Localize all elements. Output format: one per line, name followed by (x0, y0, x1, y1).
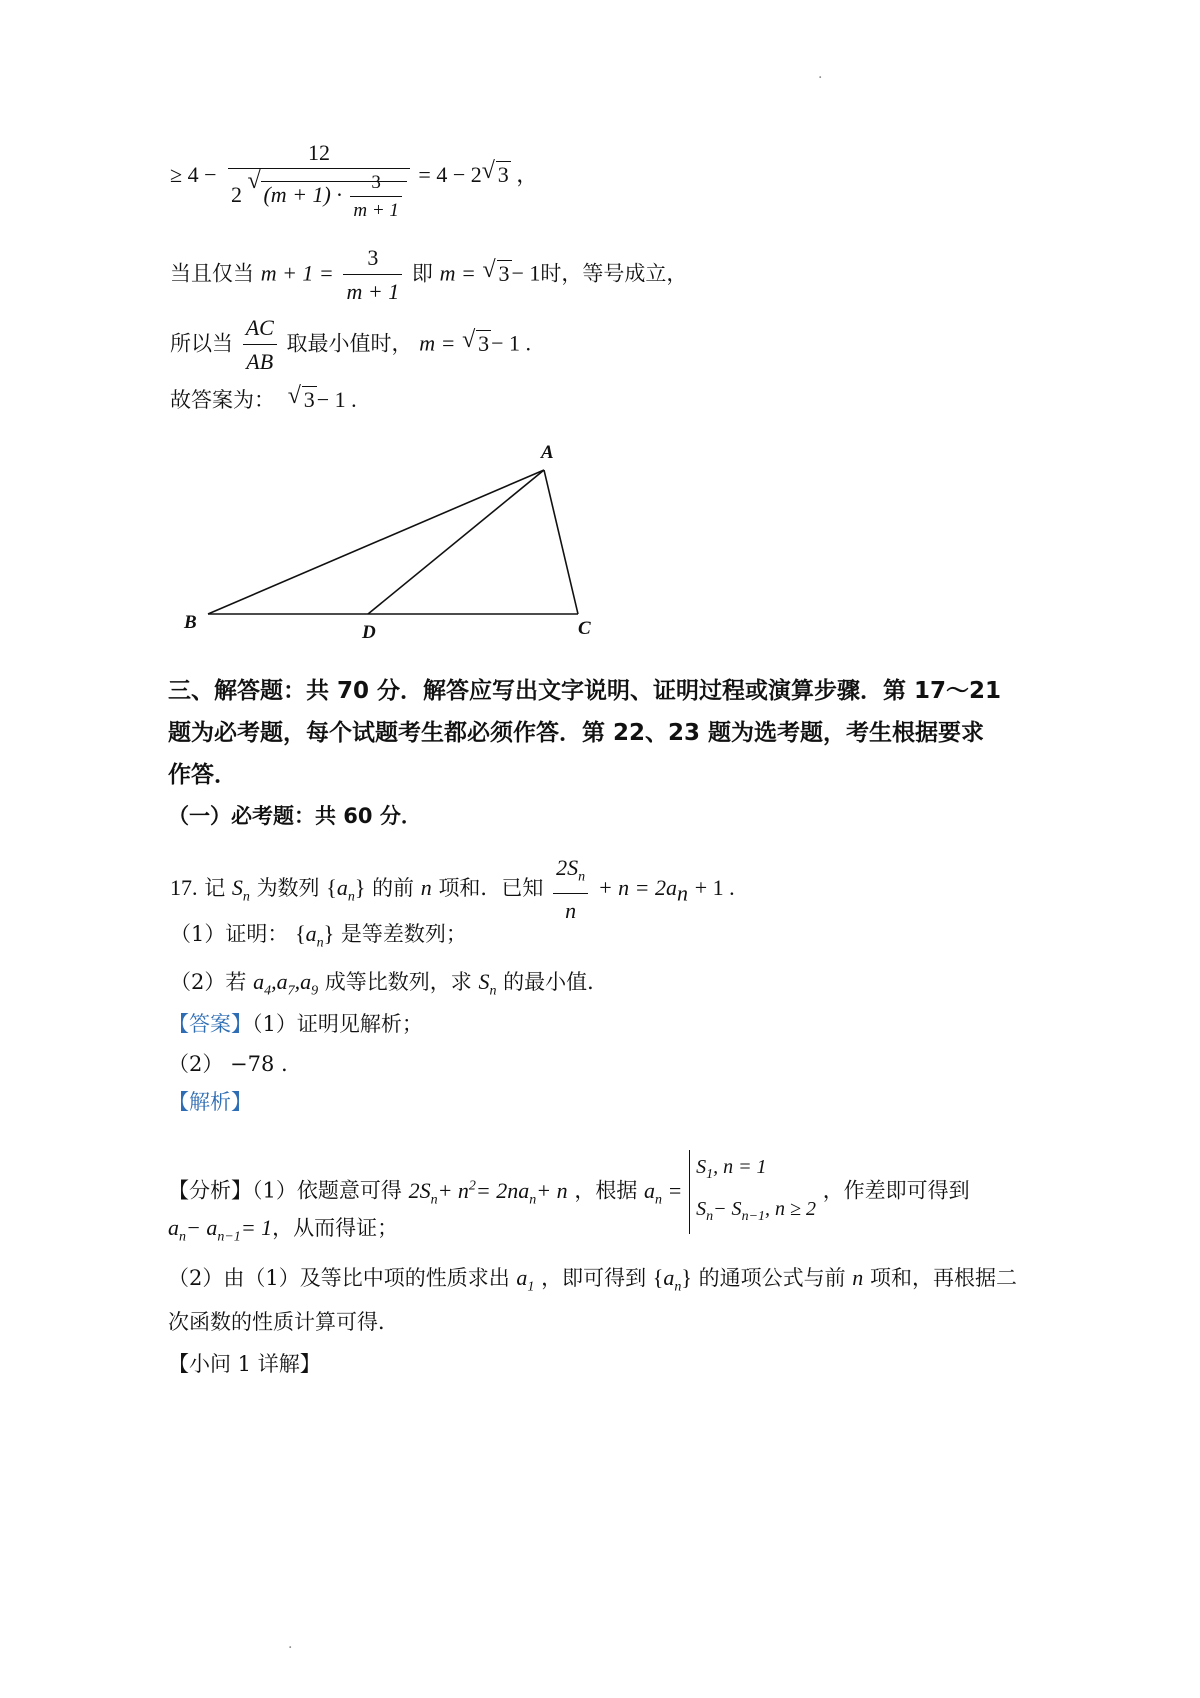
terms: $a_4,a_7,a_9$ (253, 969, 319, 999)
q-text-d: 项和．已知 (438, 876, 544, 901)
m-eq-2: m = (419, 330, 456, 356)
s-n-2 (478, 969, 497, 999)
lhs-expr: m + 1 = (260, 260, 334, 286)
a-n-eq: $a_n$ = (644, 1177, 683, 1207)
a4: a (253, 969, 265, 994)
rhs-tail: + 1 . (694, 875, 735, 901)
frac-den: m + 1 (343, 274, 402, 306)
l2-sub2: n−1 (217, 1229, 241, 1245)
analysis-tag: 【解析】 (168, 1090, 252, 1114)
section3-line2: 题为必考题，每个试题考生都必须作答．第 22、23 题为选考题，考生根据要求 (168, 720, 985, 746)
section3-line3: 作答． (168, 762, 237, 788)
q-text-b: 为数列 (256, 876, 320, 901)
sub7: 7 (287, 983, 295, 999)
minus-1: − 1 (511, 260, 541, 286)
a-sub-2: n (316, 935, 324, 951)
part2-mid: 成等比数列，求 (324, 970, 472, 994)
segment-ab (208, 470, 544, 614)
l2-text: ，从而得证； (272, 1216, 399, 1240)
brace-open-2: { (295, 921, 306, 946)
p2-c: 的通项公式与前 (698, 1266, 846, 1290)
case2-mid: − S (713, 1198, 742, 1220)
text-ji: 即 (411, 261, 433, 286)
an-a: a (644, 1177, 656, 1203)
m-eq: m = (439, 260, 476, 286)
text-qu: 取最小值时， (286, 331, 413, 356)
den-inner-left: (m + 1) · (263, 182, 342, 208)
s-letter-2: S (478, 969, 490, 994)
part1-label: （1）证明： (170, 922, 289, 946)
frac-ac: AC (245, 315, 274, 340)
root-3: 3 (498, 260, 510, 286)
fraction-3-over-m1 (343, 244, 402, 306)
min-condition-line (170, 314, 531, 376)
text-shi: 时，等号成立， (540, 261, 688, 286)
l2-sub: n (179, 1229, 186, 1245)
result-root: 3 (497, 162, 509, 188)
a-letter-2: a (305, 921, 317, 946)
l2-tail: = 1 (240, 1215, 273, 1240)
text-suoyi: 所以当 (170, 331, 233, 356)
frac-sub: n (578, 869, 586, 885)
part1-tail: 是等差数列； (340, 922, 467, 946)
l2-mid: − a (186, 1215, 218, 1240)
label-a: A (541, 442, 554, 463)
question-17 (170, 854, 735, 925)
minus-1-b: − 1 . (491, 330, 532, 356)
answer-part1: （1）证明见解析； (252, 1012, 423, 1036)
q-number: 17. (170, 875, 198, 901)
inner-fraction (350, 172, 402, 222)
minus-1-c: − 1 . (316, 387, 357, 412)
fenxi-text2: ，根据 (574, 1178, 638, 1203)
brace-open: { (326, 875, 337, 901)
fenxi-part2-line1: （2）由（1）及等比中项的性质求出 $a_1$ ，即可得到 $\{a_n\}$ 的通项公式与前 n 项和，再根据二 (168, 1265, 1017, 1295)
case1-tail: , n = 1 (713, 1156, 767, 1178)
fraction-2sn-over-n (553, 854, 588, 925)
sqrt3-c: √ 3 (287, 383, 315, 412)
answer-part2-line: （2） −78 . (168, 1052, 288, 1076)
segment-ad (368, 470, 544, 614)
fenxi-eq (408, 1177, 568, 1207)
answer-block (168, 1010, 423, 1038)
s-sub: n (242, 889, 250, 905)
s-sub-2: n (489, 983, 497, 999)
root-3-c: 3 (303, 387, 315, 412)
inner-num: 3 (371, 172, 381, 193)
brace-close-2: } (323, 921, 335, 946)
fraction-ac-ab (243, 314, 277, 376)
formula-tail: ， (516, 162, 539, 188)
text-dangqie: 当且仅当 (170, 261, 254, 286)
sqrt-radical: √ (m + 1) · $\frac{3}{m + 1}$ (247, 172, 406, 222)
label-b: B (184, 612, 197, 633)
p2-d: 项和，再根据二 (869, 1266, 1017, 1290)
equality-condition-line (170, 244, 687, 306)
fraction-12-over-root (228, 140, 410, 222)
eq-sub2: n (529, 1191, 537, 1207)
case2-sub2: n−1 (741, 1209, 766, 1224)
a-sub: n (347, 889, 355, 905)
seq-an (326, 875, 366, 905)
seq-an-2 (295, 921, 335, 951)
rhs-sub: n (677, 880, 689, 906)
piecewise: $S_1$, n = 1 $S_n- S_{n-1}$, n ≥ 2 (689, 1150, 816, 1234)
eq-mid: + n (437, 1177, 469, 1203)
case2-sub: n (706, 1209, 714, 1224)
a7: a (276, 969, 288, 994)
a-letter-3: a (663, 1265, 675, 1290)
formula-lead: ≥ 4 − (170, 162, 217, 188)
text-gudaan: 故答案为： (170, 388, 275, 412)
p2-a1: a (516, 1265, 528, 1290)
fenxi-part2-line2: 次函数的性质计算可得． (168, 1310, 399, 1334)
p2-b: ，即可得到 (541, 1266, 647, 1290)
rhs: + n = 2a (597, 875, 678, 901)
p2-n: n (852, 1265, 864, 1290)
q-text-c: 的前 (372, 876, 415, 901)
frac-2s: 2S (556, 855, 579, 880)
l2-a: a (168, 1215, 179, 1240)
eq-sq: 2 (468, 1178, 476, 1194)
eq-tail: + n (536, 1177, 568, 1203)
a-letter: a (336, 875, 348, 901)
eq-sub: n (430, 1191, 438, 1207)
sqrt3: √ 3 (482, 256, 510, 286)
fraction-numerator: 12 (307, 140, 330, 165)
answer-tag: 【答案】 (168, 1012, 252, 1036)
sub4: 4 (264, 983, 272, 999)
a9: a (300, 969, 312, 994)
den-coefficient: 2 (230, 182, 242, 208)
result-sqrt: √ 3 (481, 158, 509, 188)
xiaowen-heading: 【小问 1 详解】 (168, 1352, 321, 1376)
fenxi-tag: 【分析】 (168, 1178, 252, 1203)
q-text-a: 记 (204, 876, 226, 901)
page-bottom-mark: · (288, 1640, 293, 1656)
fenxi-line2 (168, 1214, 398, 1251)
sqrt3-b: √ 3 (462, 326, 490, 356)
formula-result: = 4 − 2 (418, 162, 482, 188)
case2-s: S (696, 1198, 707, 1220)
page-corner-mark: · (818, 70, 823, 86)
formula-bound (170, 140, 538, 222)
frac-num: 3 (367, 245, 379, 270)
section3-line1: 三、解答题：共 70 分．解答应写出文字说明、证明过程或演算步骤．第 17～21 (168, 678, 1002, 704)
fenxi-text1: （1）依题意可得 (252, 1178, 402, 1203)
eq-2s: 2S (408, 1177, 431, 1203)
frac-n: n (553, 893, 588, 925)
brace-close-3: } (681, 1265, 692, 1290)
segment-ac (544, 470, 578, 614)
label-d: D (362, 622, 376, 643)
subsection-heading: （一）必考题：共 60 分． (168, 804, 422, 828)
triangle-figure (170, 430, 630, 650)
p2-a: （2）由（1）及等比中项的性质求出 (168, 1266, 510, 1290)
q17-part2 (170, 968, 608, 1005)
a-sub-3: n (674, 1279, 682, 1295)
fenxi-text3: ，作差即可得到 (822, 1178, 970, 1203)
case2-tail: , n ≥ 2 (765, 1198, 816, 1220)
root-3-b: 3 (478, 330, 490, 356)
inner-den: m + 1 (350, 196, 402, 222)
answer-line (170, 383, 357, 414)
sub9: 9 (311, 983, 319, 999)
fraction-denominator (228, 168, 410, 222)
n-var: n (420, 875, 432, 901)
s-letter: S (231, 875, 243, 901)
seq-an-3 (652, 1265, 692, 1295)
an-sub: n (655, 1191, 663, 1207)
brace-close: } (354, 875, 366, 901)
label-c: C (578, 618, 591, 639)
brace-open-3: { (652, 1265, 664, 1290)
part2-tail: 的最小值． (503, 970, 609, 994)
s-n (231, 875, 250, 905)
q17-part1 (170, 920, 467, 957)
eq-rhs: = 2na (475, 1177, 530, 1203)
part2-label: （2）若 (170, 970, 247, 994)
case1-s: S (696, 1156, 707, 1178)
frac-ab: AB (243, 344, 277, 376)
